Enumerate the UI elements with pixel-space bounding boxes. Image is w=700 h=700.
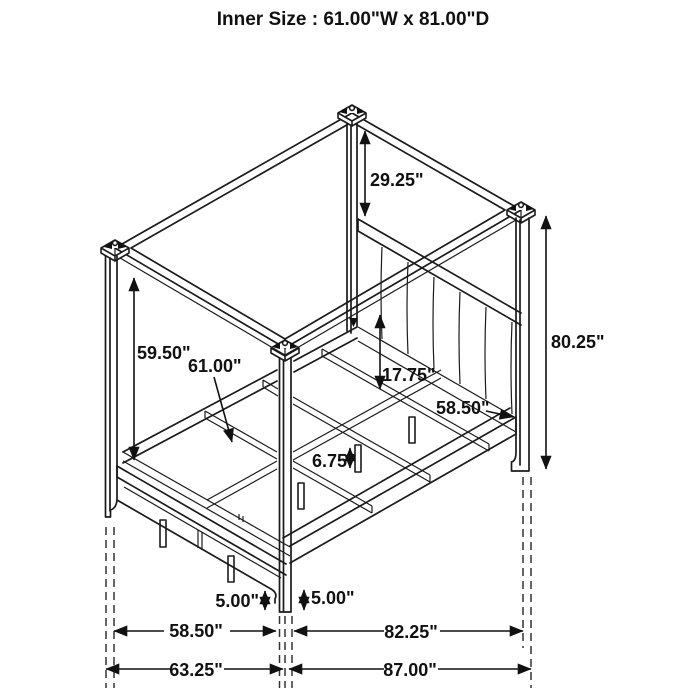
footboard-screw-marks [239, 514, 243, 522]
projection-lines [106, 477, 531, 688]
dim-bottom-depth-inner [294, 622, 523, 642]
dim-slat-leg-height [312, 448, 356, 471]
footboard-top-rail [117, 466, 286, 575]
dim-label-29-25: 29.25" [370, 170, 424, 190]
slat-leg [355, 445, 361, 472]
dim-label-63-25: 63.25" [169, 660, 223, 680]
dim-rail-inner-length [436, 398, 513, 418]
canopy-frame [101, 105, 535, 361]
dim-bottom-width-overall [106, 660, 283, 680]
dim-label-58-50-bottom: 58.50" [169, 621, 223, 641]
dim-label-58-50-rail: 58.50" [436, 398, 490, 418]
finial-hole [113, 241, 118, 246]
finial-hole [519, 203, 524, 208]
finial-hole [283, 341, 288, 346]
dim-post-total-height [546, 216, 605, 469]
dim-slat-length [188, 356, 242, 442]
footboard [117, 452, 290, 603]
right-side-rail [283, 408, 516, 563]
dim-label-82-25: 82.25" [384, 622, 438, 642]
left-post [106, 256, 118, 517]
dim-label-59-50: 59.50" [137, 343, 191, 363]
dim-canopy-to-headboard [365, 131, 424, 216]
canopy-thickness [115, 210, 521, 355]
dim-label-17-75: 17.75" [382, 365, 436, 385]
page-title: Inner Size : 61.00"W x 81.00"D [216, 9, 490, 30]
dim-bottom-width-inner [114, 621, 276, 641]
canopy-outer [115, 113, 521, 348]
dim-label-5-00-right: 5.00" [311, 588, 355, 608]
dim-bottom-depth-overall [289, 660, 531, 680]
slat-leg [228, 556, 234, 582]
dim-label-5-00-left: 5.00" [215, 591, 259, 611]
dim-label-6-75: 6.75" [312, 451, 356, 471]
slat-leg [298, 483, 304, 509]
dim-leg-height-right [304, 588, 355, 610]
finial-hole [350, 106, 355, 111]
leader-arrow [214, 377, 232, 442]
slat-leg [409, 417, 415, 443]
dim-label-80-25: 80.25" [551, 332, 605, 352]
canopy-inner [131, 122, 505, 339]
right-post [512, 218, 530, 471]
slat-leg [160, 520, 166, 547]
dim-post-under-canopy [134, 278, 191, 460]
dim-leg-height-left [215, 591, 265, 611]
headboard-top-rail [358, 219, 521, 325]
footboard-bottom-edge [117, 500, 276, 603]
dim-label-87-00: 87.00" [383, 660, 437, 680]
dim-label-61-00: 61.00" [188, 356, 242, 376]
corner-shading [104, 107, 534, 349]
